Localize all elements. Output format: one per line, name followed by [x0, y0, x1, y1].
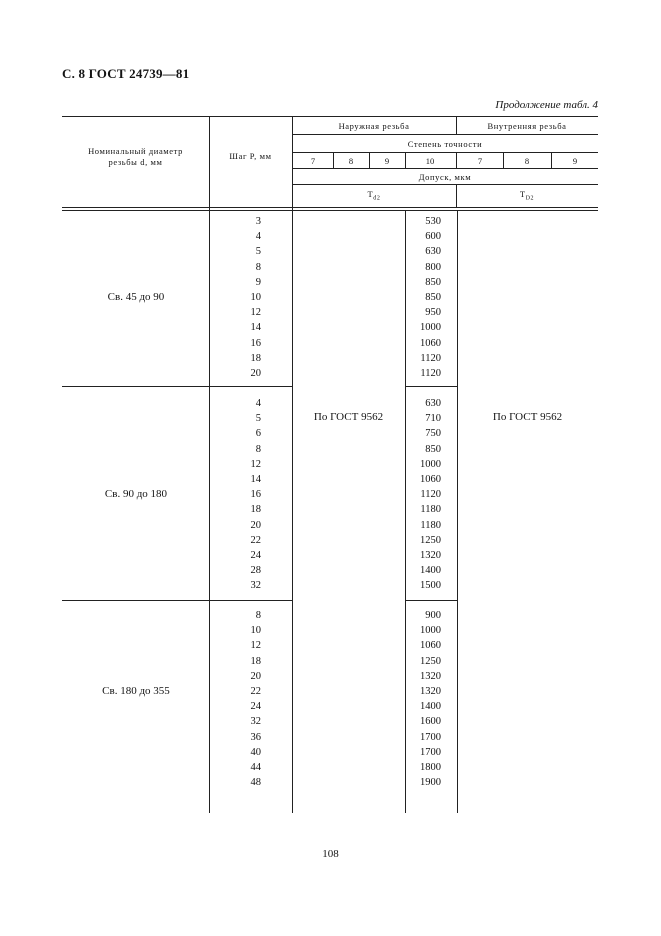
tolerance-cell: 950 [425, 307, 441, 319]
column-rule [457, 210, 458, 813]
grade-rule [405, 152, 406, 168]
tolerance-cell: 1180 [420, 519, 441, 531]
tolerance-cell: 1120 [420, 352, 441, 364]
group-divider [405, 386, 457, 387]
grade-rule [369, 152, 370, 168]
pitch-cell: 24 [250, 550, 261, 562]
pitch-cell: 4 [255, 231, 261, 243]
pitch-cell: 18 [250, 504, 261, 516]
tolerance-cell: 750 [425, 428, 441, 440]
tolerance-cell: 1320 [420, 686, 441, 698]
external-reference-cell: По ГОСТ 9562 [313, 411, 384, 423]
head-rule [292, 168, 598, 169]
group-divider [62, 386, 292, 387]
table-continuation-caption: Продолжение табл. 4 [495, 99, 598, 111]
pitch-cell: 16 [250, 337, 261, 349]
internal-reference-cell: По ГОСТ 9562 [492, 411, 563, 423]
tolerance-cell: 850 [425, 443, 441, 455]
tolerance-list [405, 214, 441, 381]
pitch-cell: 16 [250, 489, 261, 501]
pitch-list [209, 396, 261, 594]
tolerance-cell: 630 [425, 398, 441, 409]
tolerance-cell: 1700 [420, 746, 441, 758]
diameter-range-label: Св. 45 до 90 [107, 291, 165, 303]
pitch-cell: 12 [250, 458, 261, 470]
table-top-rule [62, 116, 598, 117]
tolerance-cell: 1060 [420, 474, 441, 486]
grade-cell: 9 [384, 156, 390, 166]
pitch-cell: 8 [255, 610, 261, 621]
tolerance-cell: 1060 [420, 337, 441, 349]
pitch-cell: 48 [250, 777, 261, 789]
pitch-cell: 20 [250, 670, 261, 682]
diameter-range-label: Св. 180 до 355 [102, 685, 170, 697]
pitch-column-header: Шаг P, мм [229, 151, 272, 161]
tolerance-cell: 850 [425, 292, 441, 304]
pitch-cell: 32 [250, 716, 261, 728]
grade-cell: 9 [572, 156, 578, 166]
tolerance-cell: 900 [425, 610, 441, 621]
head-bottom-rule [62, 207, 598, 208]
tolerance-header: Допуск, мкм [418, 172, 472, 182]
tolerance-cell: 1250 [420, 534, 441, 546]
tolerance-cell: 850 [425, 276, 441, 288]
tolerance-cell: 1400 [420, 565, 441, 577]
diameter-header-line: резьбы d, мм [108, 157, 163, 167]
tolerance-cell: 1400 [420, 701, 441, 713]
tolerance-cell: 800 [425, 261, 441, 273]
tolerance-cell: 1250 [420, 655, 441, 667]
head-bottom-rule [62, 210, 598, 211]
pitch-cell: 6 [255, 428, 261, 440]
pitch-cell: 5 [255, 413, 261, 425]
pitch-cell: 14 [250, 322, 261, 334]
external-thread-header: Наружная резьба [338, 121, 410, 131]
grade-cell: 8 [348, 156, 354, 166]
pitch-cell: 36 [250, 731, 261, 743]
head-rule [292, 184, 598, 185]
tolerance-cell: 1320 [420, 670, 441, 682]
pitch-cell: 22 [250, 686, 261, 698]
grade-cell: 10 [425, 156, 435, 166]
tolerance-cell: 600 [425, 231, 441, 243]
pitch-cell: 3 [255, 216, 261, 227]
tolerance-cell: 710 [425, 413, 441, 425]
tolerance-cell: 1180 [420, 504, 441, 516]
grade-cell: 8 [524, 156, 530, 166]
group-divider [405, 600, 457, 601]
diameter-range-label: Св. 90 до 180 [104, 488, 168, 500]
tolerance-cell: 630 [425, 246, 441, 258]
diameter-column-header [62, 146, 209, 168]
head-rule [292, 152, 598, 153]
column-rule [292, 116, 293, 813]
tolerance-cell: 1800 [420, 762, 441, 774]
tD2-symbol: $T_{D2}$ [519, 189, 535, 202]
pitch-cell: 8 [255, 261, 261, 273]
diameter-header-line: Номинальный диаметр [88, 146, 183, 156]
group-divider [62, 600, 292, 601]
head-rule [292, 134, 598, 135]
tolerance-list [405, 396, 441, 594]
tolerance-cell: 1120 [420, 489, 441, 501]
pitch-cell: 44 [250, 762, 261, 774]
pitch-cell: 8 [255, 443, 261, 455]
pitch-cell: 10 [250, 292, 261, 304]
tolerance-cell: 1600 [420, 716, 441, 728]
grade-rule [456, 152, 457, 168]
pitch-cell: 20 [250, 519, 261, 531]
tolerance-cell: 1000 [420, 458, 441, 470]
pitch-list [209, 608, 261, 790]
page-number: 108 [322, 848, 339, 860]
pitch-cell: 10 [250, 625, 261, 637]
pitch-list [209, 214, 261, 381]
pitch-cell: 22 [250, 534, 261, 546]
grade-rule [333, 152, 334, 168]
tolerance-cell: 1120 [420, 368, 441, 380]
grade-rule [551, 152, 552, 168]
pitch-cell: 28 [250, 565, 261, 577]
pitch-cell: 18 [250, 352, 261, 364]
tolerance-cell: 1500 [420, 580, 441, 592]
pitch-cell: 5 [255, 246, 261, 258]
pitch-cell: 18 [250, 655, 261, 667]
accuracy-grade-header: Степень точности [407, 139, 483, 149]
td2-symbol: $T_{d2}$ [367, 189, 381, 202]
tolerance-cell: 1000 [420, 625, 441, 637]
pitch-cell: 4 [255, 398, 261, 409]
grade-cell: 7 [477, 156, 483, 166]
tolerance-cell: 1060 [420, 640, 441, 652]
tolerance-cell: 1320 [420, 550, 441, 562]
document-header: С. 8 ГОСТ 24739—81 [62, 66, 190, 81]
tolerance-cell: 530 [425, 216, 441, 227]
tolerance-cell: 1900 [420, 777, 441, 789]
tolerance-cell: 1700 [420, 731, 441, 743]
pitch-cell: 24 [250, 701, 261, 713]
pitch-cell: 14 [250, 474, 261, 486]
pitch-cell: 12 [250, 640, 261, 652]
pitch-cell: 32 [250, 580, 261, 592]
pitch-cell: 40 [250, 746, 261, 758]
tolerance-list [405, 608, 441, 790]
pitch-cell: 12 [250, 307, 261, 319]
grade-rule [503, 152, 504, 168]
grade-cell: 7 [310, 156, 316, 166]
internal-thread-header: Внутренняя резьба [487, 121, 567, 131]
pitch-cell: 20 [250, 368, 261, 380]
pitch-cell: 9 [255, 276, 261, 288]
tolerance-cell: 1000 [420, 322, 441, 334]
